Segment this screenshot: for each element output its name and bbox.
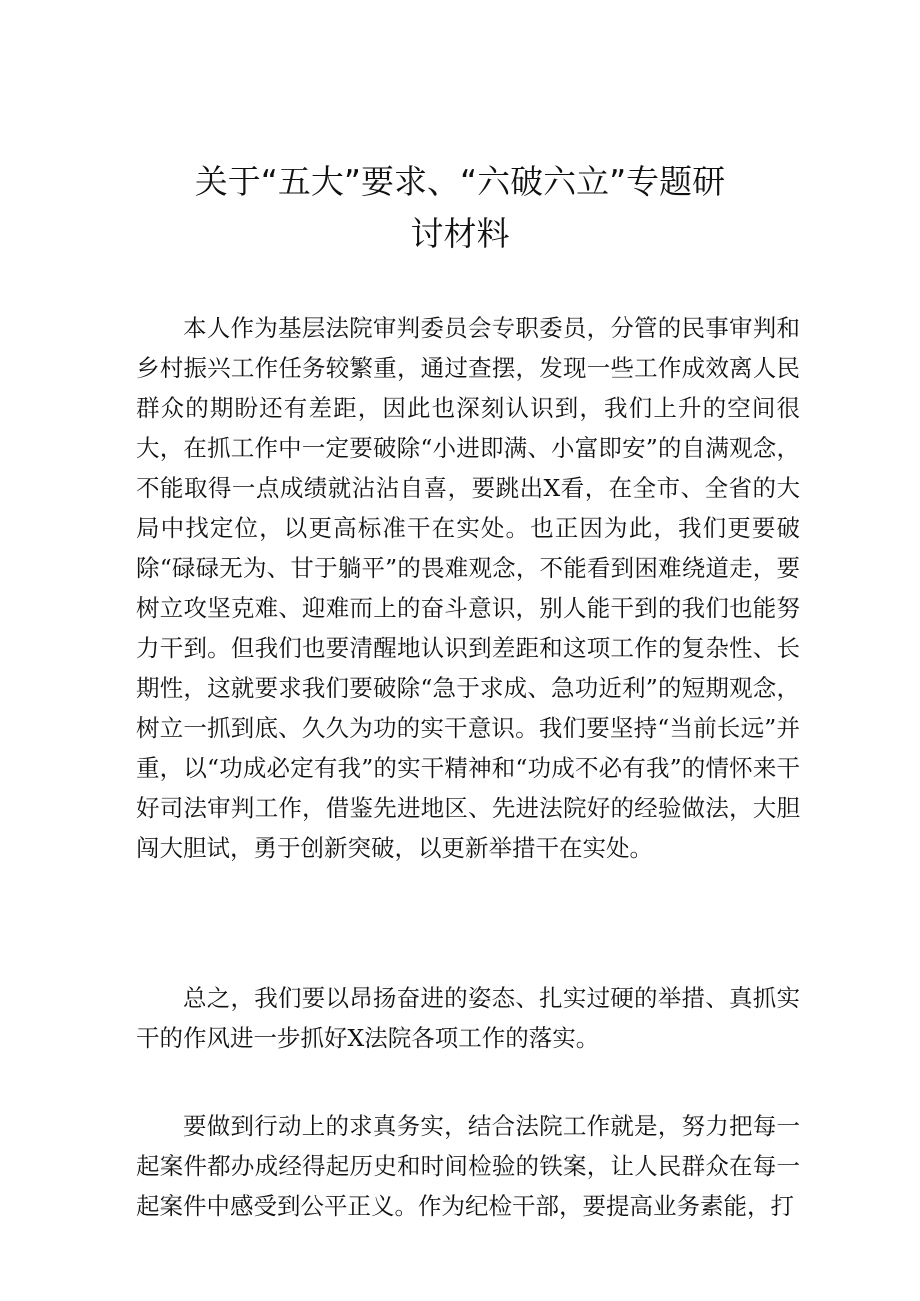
document-title-line-2: 讨材料 (410, 214, 510, 253)
body-paragraph-1: 本人作为基层法院审判委员会专职委员，分管的民事审判和乡村振兴工作任务较繁重，通过查摆，发现一些工作成效离人民群众的期盼还有差距，因此也深刻认识到，我们上升的空间很大，在抓工作中一定要破除“小进即满、小富即安”的自满观念，不能取得一点成绩就沾沾自喜，要跳出X看，在全市、全省的大局中找定位，以更高标准干在实处。也正因为此，我们更要破除“碌碌无为、甘于躺平”的畏难观念，不能看到困难绕道走，要树立攻坚克难、迎难而上的奋斗意识，别人能干到的我们也能努力干到。但我们也要清醒地认识到差距和这项工作的复杂性、长期性，这就要求我们要破除“急于求成、急功近利”的短期观念，树立一抓到底、久久为功的实干意识。我们要坚持“当前长远”并重，以“功成必定有我”的实干精神和“功成不必有我”的情怀来干好司法审判工作，借鉴先进地区、先进法院好的经验做法，大胆闯大胆试，勇于创新突破，以更新举措干在实处。 (136, 314, 800, 862)
body-paragraph-3: 要做到行动上的求真务实，结合法院工作就是，努力把每一起案件都办成经得起历史和时间检验的铁案，让人民群众在每一起案件中感受到公平正义。作为纪检干部，要提高业务素能，打 (136, 1112, 800, 1220)
document-title-line-1: 关于“五大”要求、“六破六立”专题研 (194, 162, 726, 201)
body-paragraph-2: 总之，我们要以昂扬奋进的姿态、扎实过硬的举措、真抓实干的作风进一步抓好X法院各项工作的落实。 (136, 984, 800, 1052)
